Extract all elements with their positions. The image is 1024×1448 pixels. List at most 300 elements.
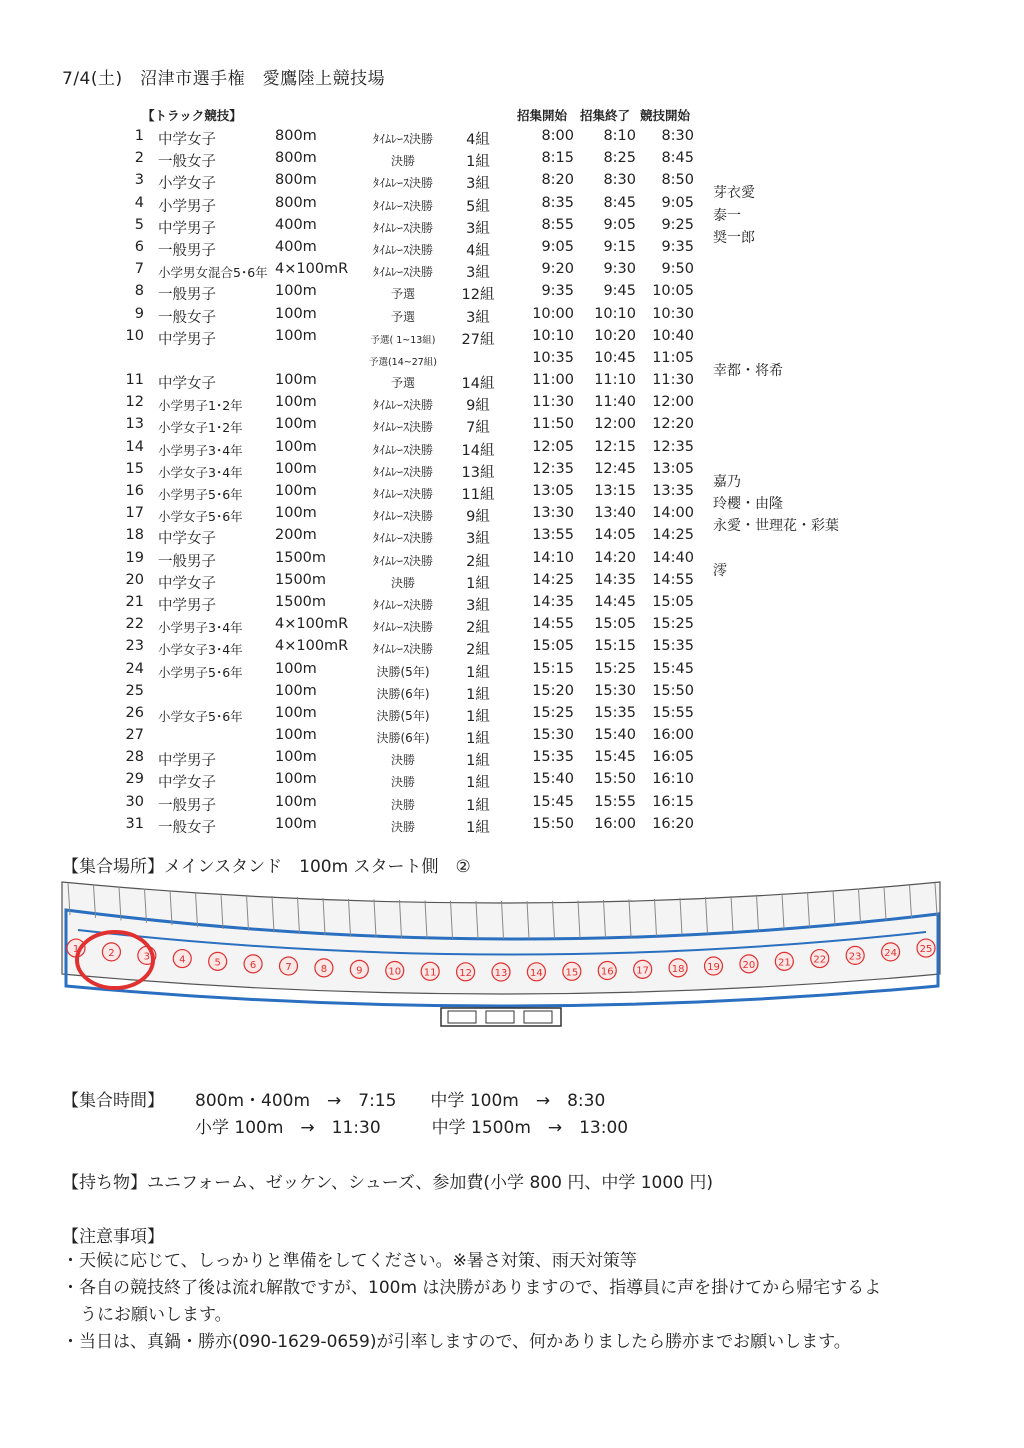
row-category: 小学男子5･6年 [158, 664, 243, 680]
row-event-start: 14:00 [652, 505, 694, 522]
row-call-end: 9:30 [603, 261, 636, 278]
row-groups: 1組 [466, 753, 490, 770]
row-category: 小学女子 [158, 176, 216, 193]
row-call-start: 15:25 [532, 704, 574, 721]
row-number: 5 [134, 216, 144, 233]
row-call-end: 15:55 [594, 793, 636, 810]
row-number: 25 [125, 682, 144, 699]
row-category: 中学女子 [158, 132, 216, 148]
row-call-end: 11:40 [594, 394, 636, 411]
row-call-end: 13:40 [594, 505, 636, 522]
seat-section-label: 4 [179, 954, 186, 966]
row-groups: 2組 [466, 642, 490, 659]
row-note: 幸都・将希 [713, 362, 783, 379]
table-row [120, 816, 920, 838]
row-number: 17 [125, 505, 144, 522]
row-number: 2 [134, 150, 144, 167]
row-category: 小学男子 [158, 198, 216, 215]
row-number: 1 [134, 128, 144, 144]
row-type: 決勝(6年) [376, 731, 430, 746]
row-category: 中学女子 [158, 575, 216, 592]
row-call-start: 11:30 [532, 394, 574, 411]
table-row [120, 661, 920, 683]
row-number: 9 [134, 305, 144, 322]
row-call-start: 8:55 [541, 216, 574, 233]
row-groups: 3組 [466, 597, 490, 614]
row-distance: 100m [275, 283, 317, 300]
row-groups: 1組 [466, 819, 490, 836]
table-row [120, 172, 920, 202]
row-event-start: 13:35 [652, 483, 694, 499]
row-event-start: 8:45 [661, 150, 694, 167]
row-type: 決勝(6年) [376, 686, 430, 701]
row-type: 予選 [390, 376, 415, 391]
row-event-start: 8:50 [661, 172, 694, 189]
row-groups: 11組 [461, 487, 495, 503]
row-number: 7 [134, 261, 144, 278]
row-distance: 800m [275, 172, 317, 189]
row-groups: 1組 [466, 797, 490, 814]
row-number: 10 [125, 327, 144, 344]
table-row [120, 749, 920, 771]
table-row [120, 283, 920, 305]
row-event-start: 16:20 [652, 815, 694, 832]
row-groups: 1組 [466, 708, 490, 725]
row-number: 18 [125, 527, 144, 544]
row-type: ﾀｲﾑﾚｰｽ決勝 [372, 464, 433, 479]
row-event-start: 9:35 [661, 238, 694, 255]
row-distance: 100m [275, 682, 317, 699]
row-event-start: 16:00 [652, 727, 694, 744]
table-row [120, 638, 920, 660]
stadium-map [58, 874, 944, 1046]
row-distance: 100m [275, 372, 317, 389]
row-event-start: 9:50 [661, 261, 694, 278]
row-call-end: 10:45 [594, 349, 636, 366]
row-groups: 1組 [466, 775, 490, 792]
row-distance: 400m [275, 216, 317, 233]
col-header-call-end: 招集終了 [580, 108, 631, 123]
row-event-start: 15:55 [652, 704, 694, 721]
note-item: ・各自の競技終了後は流れ解散ですが、100m は決勝がありますので、指導員に声を掛けてから帰宅するよ [62, 1278, 882, 1298]
row-type: ﾀｲﾑﾚｰｽ決勝 [372, 198, 433, 213]
row-distance: 100m [275, 483, 317, 499]
seat-section-label: 12 [459, 967, 472, 979]
row-distance: 100m [275, 327, 317, 344]
table-row [120, 483, 920, 512]
row-call-start: 11:50 [532, 416, 574, 433]
row-distance: 100m [275, 727, 317, 744]
row-category: 小学男子1･2年 [158, 398, 243, 414]
row-groups: 14組 [461, 376, 495, 393]
row-type: ﾀｲﾑﾚｰｽ決勝 [372, 509, 433, 524]
row-call-start: 9:20 [541, 261, 574, 278]
row-note: 澪 [713, 562, 727, 579]
col-header-event-start: 競技開始 [640, 108, 691, 123]
row-type: 予選 [390, 309, 415, 324]
row-distance: 100m [275, 416, 317, 433]
row-call-start: 15:40 [532, 771, 574, 788]
row-event-start: 14:40 [652, 549, 694, 566]
table-row [120, 727, 920, 749]
row-type: 決勝 [390, 154, 415, 169]
row-category: 一般女子 [158, 154, 216, 171]
row-number: 15 [125, 460, 144, 477]
row-groups: 13組 [461, 464, 495, 481]
row-event-start: 15:25 [652, 616, 694, 633]
row-event-start: 15:05 [652, 593, 694, 610]
row-category: 小学男女混合5･6年 [158, 265, 268, 281]
row-category: 一般女子 [158, 309, 216, 326]
row-category: 小学男子5･6年 [158, 487, 243, 502]
row-call-end: 15:50 [594, 771, 636, 788]
table-row [120, 239, 920, 261]
row-type: 決勝(5年) [376, 708, 430, 723]
row-type: ﾀｲﾑﾚｰｽ決勝 [372, 642, 433, 657]
section-label: 【トラック競技】 [142, 108, 242, 123]
schedule-table [120, 106, 920, 838]
row-distance: 1500m [275, 549, 327, 566]
row-number: 12 [125, 394, 144, 411]
row-number: 16 [125, 483, 144, 499]
row-category: 小学女子5･6年 [158, 708, 243, 724]
row-event-start: 10:05 [652, 283, 694, 300]
table-row [120, 616, 920, 638]
seat-section-label: 6 [249, 959, 257, 971]
table-row [120, 683, 920, 705]
seat-section-label: 23 [848, 951, 862, 963]
table-row [120, 505, 920, 535]
row-groups: 1組 [466, 575, 490, 592]
row-category: 中学男子 [158, 597, 216, 614]
row-call-end: 15:30 [594, 682, 636, 699]
seat-section-label: 17 [636, 965, 650, 977]
row-distance: 100m [275, 660, 317, 677]
row-number: 19 [125, 549, 144, 566]
row-call-end: 9:05 [603, 216, 636, 233]
row-type: ﾀｲﾑﾚｰｽ決勝 [372, 220, 433, 235]
row-call-start: 15:20 [532, 682, 574, 699]
row-category: 一般男子 [158, 553, 216, 570]
row-call-start: 8:00 [541, 128, 574, 144]
row-number: 4 [134, 194, 144, 211]
row-distance: 1500m [275, 593, 327, 610]
row-call-start: 13:55 [532, 527, 574, 544]
row-number: 24 [125, 660, 144, 677]
row-type: 決勝 [390, 575, 415, 590]
row-groups: 3組 [466, 220, 490, 237]
row-call-start: 9:35 [541, 283, 574, 300]
seat-section-label: 18 [671, 963, 685, 975]
row-call-start: 14:55 [532, 616, 574, 633]
row-call-end: 15:40 [594, 727, 636, 744]
table-row [120, 306, 920, 328]
row-type: ﾀｲﾑﾚｰｽ決勝 [372, 265, 433, 280]
row-type: 決勝(5年) [376, 664, 430, 679]
row-groups: 1組 [466, 731, 490, 748]
row-event-start: 16:15 [652, 793, 694, 810]
row-category: 小学男子3･4年 [158, 442, 243, 458]
row-groups: 7組 [466, 420, 490, 437]
seat-section-label: 25 [919, 944, 933, 956]
row-call-end: 15:45 [594, 749, 636, 766]
row-type: ﾀｲﾑﾚｰｽ決勝 [372, 487, 433, 501]
row-call-start: 13:05 [532, 483, 574, 499]
row-distance: 4×100mR [275, 261, 349, 278]
row-event-start: 12:00 [652, 394, 694, 411]
meeting-place: 【集合場所】メインスタンド 100m スタート側 ② [62, 857, 471, 877]
table-row [120, 527, 920, 549]
row-groups: 9組 [466, 398, 490, 415]
row-groups: 3組 [466, 309, 490, 326]
row-category: 一般女子 [158, 819, 216, 836]
row-call-start: 8:35 [541, 194, 574, 211]
row-event-start: 14:25 [652, 527, 694, 544]
row-distance: 100m [275, 305, 317, 322]
row-number: 26 [125, 704, 144, 721]
row-category: 中学女子 [158, 775, 216, 792]
row-type: 予選( 1~13組) [370, 334, 436, 346]
row-call-end: 8:10 [603, 128, 636, 144]
row-call-end: 13:15 [594, 483, 636, 499]
row-distance: 1500m [275, 571, 327, 588]
note-item: ・天候に応じて、しっかりと準備をしてください。※暑さ対策、雨天対策等 [62, 1251, 637, 1271]
table-row [120, 328, 920, 350]
row-number: 21 [125, 593, 144, 610]
table-row [120, 372, 920, 394]
table-row [120, 594, 920, 616]
row-note: 嘉乃 [713, 473, 741, 490]
table-row [120, 460, 920, 490]
row-groups: 5組 [466, 198, 490, 215]
seat-section-label: 10 [388, 966, 402, 978]
table-row [120, 705, 920, 727]
table-row [120, 416, 920, 438]
seat-section-label: 20 [742, 959, 756, 971]
row-distance: 100m [275, 749, 317, 766]
row-category: 小学女子3･4年 [158, 642, 243, 658]
row-type: 予選 [390, 287, 415, 302]
table-row [120, 261, 920, 283]
row-event-start: 15:45 [652, 660, 694, 677]
row-distance: 100m [275, 394, 317, 411]
note-item: ・当日は、真鍋・勝亦(090-1629-0659)が引率しますので、何かありましたら勝亦までお願いします。 [62, 1332, 851, 1352]
row-groups: 1組 [466, 686, 490, 703]
seat-section-label: 22 [813, 954, 827, 966]
row-type: ﾀｲﾑﾚｰｽ決勝 [372, 242, 433, 257]
row-event-start: 10:40 [652, 327, 694, 344]
row-number: 23 [125, 638, 144, 655]
row-number: 13 [125, 416, 144, 433]
row-type: ﾀｲﾑﾚｰｽ決勝 [372, 176, 433, 191]
row-distance: 800m [275, 150, 317, 167]
row-call-start: 8:15 [541, 150, 574, 167]
seat-section-label: 11 [423, 967, 437, 979]
row-call-end: 12:15 [594, 438, 636, 455]
seat-section-label: 14 [530, 967, 543, 979]
row-distance: 100m [275, 793, 317, 810]
row-number: 6 [134, 238, 144, 255]
row-event-start: 12:35 [652, 438, 694, 455]
row-call-end: 14:35 [594, 571, 636, 588]
row-groups: 1組 [466, 154, 490, 171]
row-call-end: 14:05 [594, 527, 636, 544]
row-distance: 200m [275, 527, 317, 544]
row-type: 決勝 [390, 819, 415, 834]
table-row [120, 572, 920, 594]
row-groups: 14組 [461, 442, 495, 459]
row-call-end: 14:45 [594, 593, 636, 610]
seat-section-label: 1 [72, 944, 80, 956]
row-category: 一般男子 [158, 797, 216, 814]
row-call-start: 8:20 [541, 172, 574, 189]
row-number: 14 [125, 438, 144, 455]
belongings: 【持ち物】ユニフォーム、ゼッケン、シューズ、参加費(小学 800 円、中学 1000 円) [62, 1173, 714, 1193]
row-event-start: 15:50 [652, 682, 694, 699]
seat-section-label: 19 [707, 962, 720, 974]
row-event-start: 16:10 [652, 771, 694, 788]
meeting-time-line1: 800m・400m → 7:15 中学 100m → 8:30 [195, 1091, 606, 1111]
row-category: 小学女子1･2年 [158, 420, 243, 436]
row-call-end: 8:45 [603, 194, 636, 211]
row-event-start: 9:05 [661, 194, 694, 211]
row-distance: 100m [275, 460, 317, 477]
row-note: 泰一 [713, 207, 741, 224]
row-call-end: 14:20 [594, 549, 636, 566]
row-call-start: 15:30 [532, 727, 574, 744]
row-distance: 100m [275, 771, 317, 788]
row-groups: 3組 [466, 265, 490, 282]
row-groups: 2組 [466, 620, 490, 637]
seat-section-label: 9 [356, 965, 363, 977]
schedule-header [120, 106, 920, 128]
row-groups: 27組 [461, 331, 495, 348]
row-call-start: 10:35 [532, 349, 574, 366]
row-type: 決勝 [390, 775, 415, 790]
notes-list [62, 1248, 972, 1356]
row-call-end: 11:10 [594, 372, 636, 389]
schedule-rows [120, 128, 920, 838]
row-note: 奨一郎 [713, 229, 755, 246]
row-call-end: 9:15 [603, 238, 636, 255]
table-row [120, 216, 920, 246]
row-groups: 1組 [466, 664, 490, 681]
row-event-start: 16:05 [652, 749, 694, 766]
row-call-start: 15:35 [532, 749, 574, 766]
row-call-start: 14:25 [532, 571, 574, 588]
row-distance: 4×100mR [275, 616, 349, 633]
table-row [120, 194, 920, 224]
row-category: 中学男子 [158, 753, 216, 770]
row-number: 29 [125, 771, 144, 788]
row-category: 中学女子 [158, 376, 216, 393]
row-number: 30 [125, 793, 144, 810]
meeting-time-line2: 小学 100m → 11:30 中学 1500m → 13:00 [195, 1118, 629, 1138]
row-distance: 100m [275, 704, 317, 721]
row-event-start: 15:35 [652, 638, 694, 655]
seat-section-label: 13 [494, 968, 508, 979]
row-note: 玲櫻・由隆 [713, 496, 783, 512]
row-event-start: 12:20 [652, 416, 694, 433]
row-category: 中学男子 [158, 220, 216, 237]
table-row [120, 150, 920, 172]
row-call-start: 12:35 [532, 460, 574, 477]
row-call-end: 9:45 [603, 283, 636, 300]
seat-section-label: 15 [565, 967, 579, 979]
row-type: ﾀｲﾑﾚｰｽ決勝 [372, 531, 433, 546]
row-type: ﾀｲﾑﾚｰｽ決勝 [372, 398, 433, 413]
row-event-start: 10:30 [652, 305, 694, 322]
row-call-start: 15:45 [532, 793, 574, 810]
row-event-start: 13:05 [652, 460, 694, 477]
row-number: 11 [125, 372, 144, 389]
row-call-start: 14:10 [532, 549, 574, 566]
row-distance: 800m [275, 128, 317, 144]
table-row [120, 128, 920, 150]
row-distance: 100m [275, 815, 317, 832]
row-type: ﾀｲﾑﾚｰｽ決勝 [372, 597, 433, 612]
seat-section-label: 8 [320, 963, 328, 975]
row-event-start: 14:55 [652, 571, 694, 588]
row-call-start: 13:30 [532, 505, 574, 522]
row-groups: 12組 [461, 287, 495, 304]
row-distance: 400m [275, 238, 317, 255]
row-groups: 2組 [466, 553, 490, 570]
table-row [120, 349, 920, 379]
row-type: ﾀｲﾑﾚｰｽ決勝 [372, 620, 433, 635]
row-groups: 3組 [466, 531, 490, 548]
row-call-end: 15:05 [594, 616, 636, 633]
row-call-end: 10:20 [594, 327, 636, 344]
row-call-end: 16:00 [594, 815, 636, 832]
seat-section-label: 5 [214, 957, 221, 969]
row-call-start: 10:00 [532, 305, 574, 322]
row-event-start: 9:25 [661, 216, 694, 233]
row-call-start: 12:05 [532, 438, 574, 455]
row-groups: 3組 [466, 176, 490, 193]
row-category: 小学女子5･6年 [158, 509, 243, 525]
row-groups: 4組 [466, 132, 490, 148]
row-call-start: 14:35 [532, 593, 574, 610]
seat-section-label: 16 [600, 966, 614, 978]
row-groups: 9組 [466, 509, 490, 526]
page-title: 7/4(土) 沼津市選手権 愛鷹陸上競技場 [62, 69, 386, 89]
row-call-start: 15:05 [532, 638, 574, 655]
row-type: 決勝 [390, 797, 415, 812]
note-item: うにお願いします。 [80, 1305, 232, 1325]
row-call-start: 11:00 [532, 372, 574, 389]
row-category: 一般男子 [158, 242, 216, 259]
row-type: ﾀｲﾑﾚｰｽ決勝 [372, 132, 433, 146]
row-call-end: 15:35 [594, 704, 636, 721]
row-type: 予選(14~27組) [368, 356, 438, 368]
notes-title: 【注意事項】 [62, 1227, 164, 1247]
meeting-time-label: 【集合時間】 [62, 1091, 164, 1111]
row-category: 中学女子 [158, 531, 216, 548]
row-distance: 100m [275, 505, 317, 522]
row-type: ﾀｲﾑﾚｰｽ決勝 [372, 442, 433, 457]
table-row [120, 794, 920, 816]
row-number: 8 [134, 283, 144, 300]
row-category: 小学男子3･4年 [158, 620, 243, 636]
row-number: 31 [125, 815, 144, 832]
row-call-start: 15:50 [532, 815, 574, 832]
row-category: 中学男子 [158, 331, 216, 348]
seat-section-label: 3 [143, 951, 151, 963]
row-category: 小学女子3･4年 [158, 464, 243, 480]
row-call-end: 15:25 [594, 660, 636, 677]
table-row [120, 439, 920, 461]
